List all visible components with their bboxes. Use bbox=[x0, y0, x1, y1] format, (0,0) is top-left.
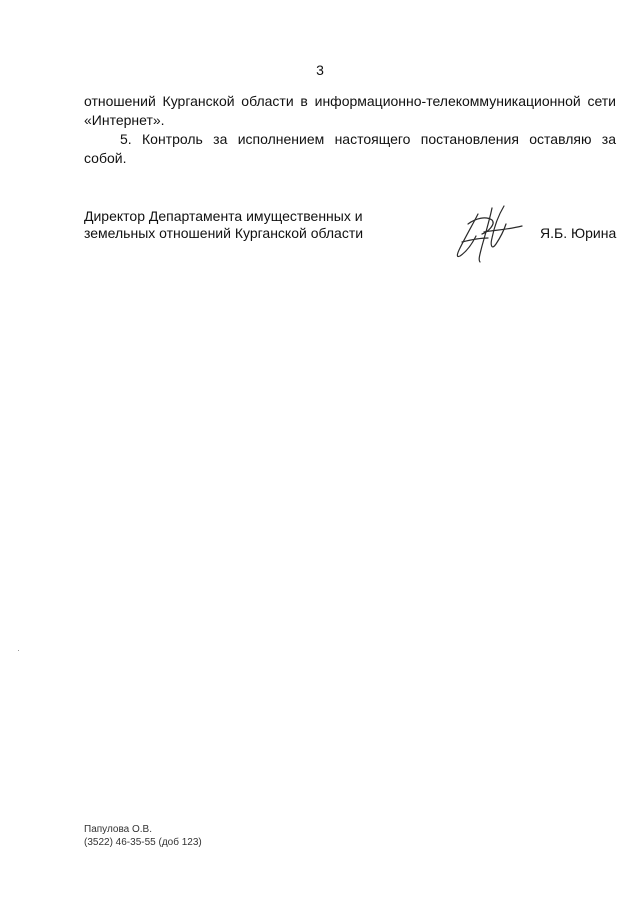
executor-phone: (3522) 46-35-55 (доб 123) bbox=[84, 837, 202, 848]
body-line: собой. bbox=[84, 150, 127, 166]
scan-speck bbox=[18, 650, 19, 651]
signer-title-line: Директор Департамента имущественных и bbox=[84, 208, 363, 224]
body-line: «Интернет». bbox=[84, 112, 165, 128]
body-line: 5. Контроль за исполнением настоящего постановления оставляю за bbox=[120, 131, 616, 147]
signer-title bbox=[84, 208, 363, 242]
document-body bbox=[84, 92, 616, 168]
executor-info bbox=[84, 823, 202, 849]
signer-title-line: земельных отношений Курганской области bbox=[84, 225, 364, 241]
signer-name: Я.Б. Юрина bbox=[540, 225, 617, 241]
executor-name: Папулова О.В. bbox=[84, 824, 152, 835]
handwritten-signature-icon bbox=[448, 202, 532, 266]
body-line: отношений Курганской области в информационно-телекоммуникационной сети bbox=[84, 93, 616, 109]
page-number: 3 bbox=[316, 62, 324, 78]
